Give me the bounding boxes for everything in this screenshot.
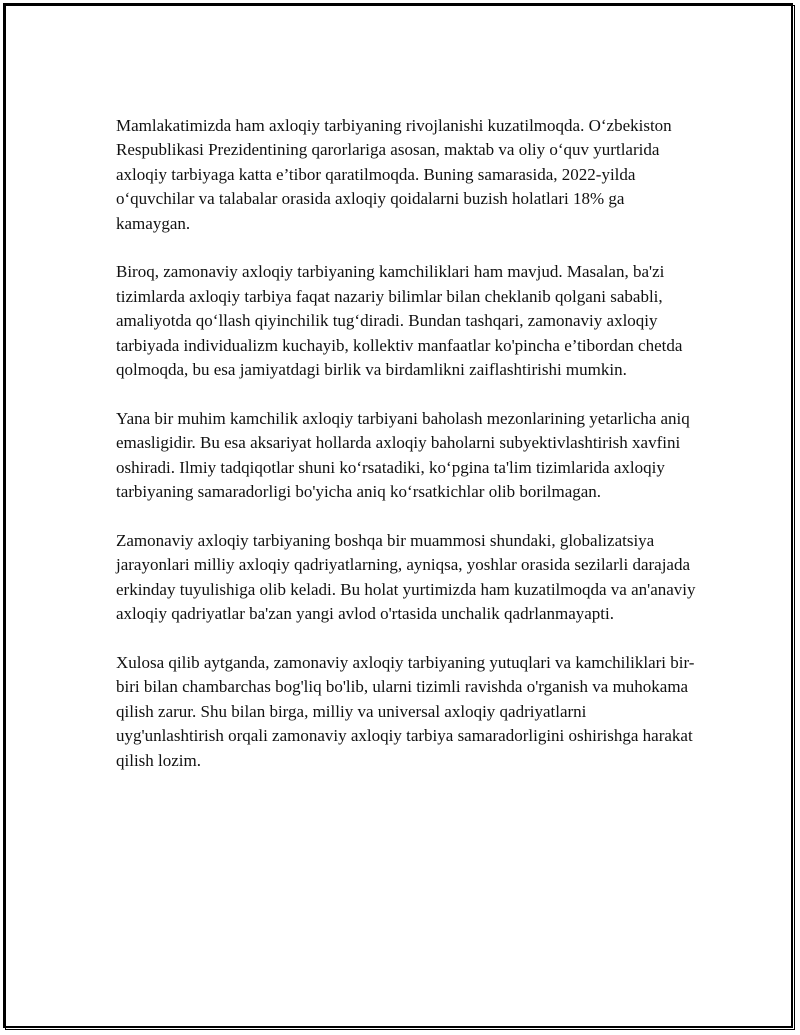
paragraph-5: Xulosa qilib aytganda, zamonaviy axloqiy tarbiyaning yutuqlari va kamchiliklari bir-biri bilan chambarchas bog'liq bo'lib, ularni tizimli ravishda o'rganish va muhokama qilish zarur. Shu bilan birga, milliy va universal axloqiy qadriyatlarni uyg'unlashtirish orqali zamonaviy axloqiy tarbiya samaradorligini oshirishga harakat qilish lozim. xyxy=(116,652,695,770)
paragraph-3: Yana bir muhim kamchilik axloqiy tarbiyani baholash mezonlarining yetarlicha aniq emasligidir. Bu esa aksariyat hollarda axloqiy baholarni subyektivlashtirish xavfini oshiradi. Ilmiy tadqiqotlar shuni ko‘rsatadiki, ko‘pgina ta'lim tizimlarida axloqiy tarbiyaning samaradorligi bo'yicha aniq ko‘rsatkichlar olib borilmagan. xyxy=(116,408,690,502)
paragraph-4: Zamonaviy axloqiy tarbiyaning boshqa bir muammosi shundaki, globalizatsiya jarayonlari milliy axloqiy qadriyatlarning, ayniqsa, yoshlar orasida sezilarli darajada erkinday tuyulishiga olib keladi. Bu holat yurtimizda ham kuzatilmoqda va an'anaviy axloqiy qadriyatlar ba'zan yangi avlod o'rtasida unchalik qadrlanmayapti. xyxy=(116,530,696,624)
paragraph-1: Mamlakatimizda ham axloqiy tarbiyaning rivojlanishi kuzatilmoqda. O‘zbekiston Respublikasi Prezidentining qarorlariga asosan, maktab va oliy o‘quv yurtlarida axloqiy tarbiyaga katta e’tibor qaratilmoqda. Buning samarasida, 2022-yilda o‘quvchilar va talabalar orasida axloqiy qoidalarni buzish holatlari 18% ga kamaygan. xyxy=(116,116,672,233)
paragraph-2: Biroq, zamonaviy axloqiy tarbiyaning kamchiliklari ham mavjud. Masalan, ba'zi tizimlarda axloqiy tarbiya faqat nazariy bilimlar bilan cheklanib qolgani sababli, amaliyotda qo‘llash qiyinchilik tug‘diradi. Bundan tashqari, zamonaviy axloqiy tarbiyada individualizm kuchayib, kollektiv manfaatlar ko'pincha e’tibordan chetda qolmoqda, bu esa jamiyatdagi birlik va birdamlikni zaiflashtirishi mumkin. xyxy=(116,262,683,380)
document-body xyxy=(116,114,696,773)
